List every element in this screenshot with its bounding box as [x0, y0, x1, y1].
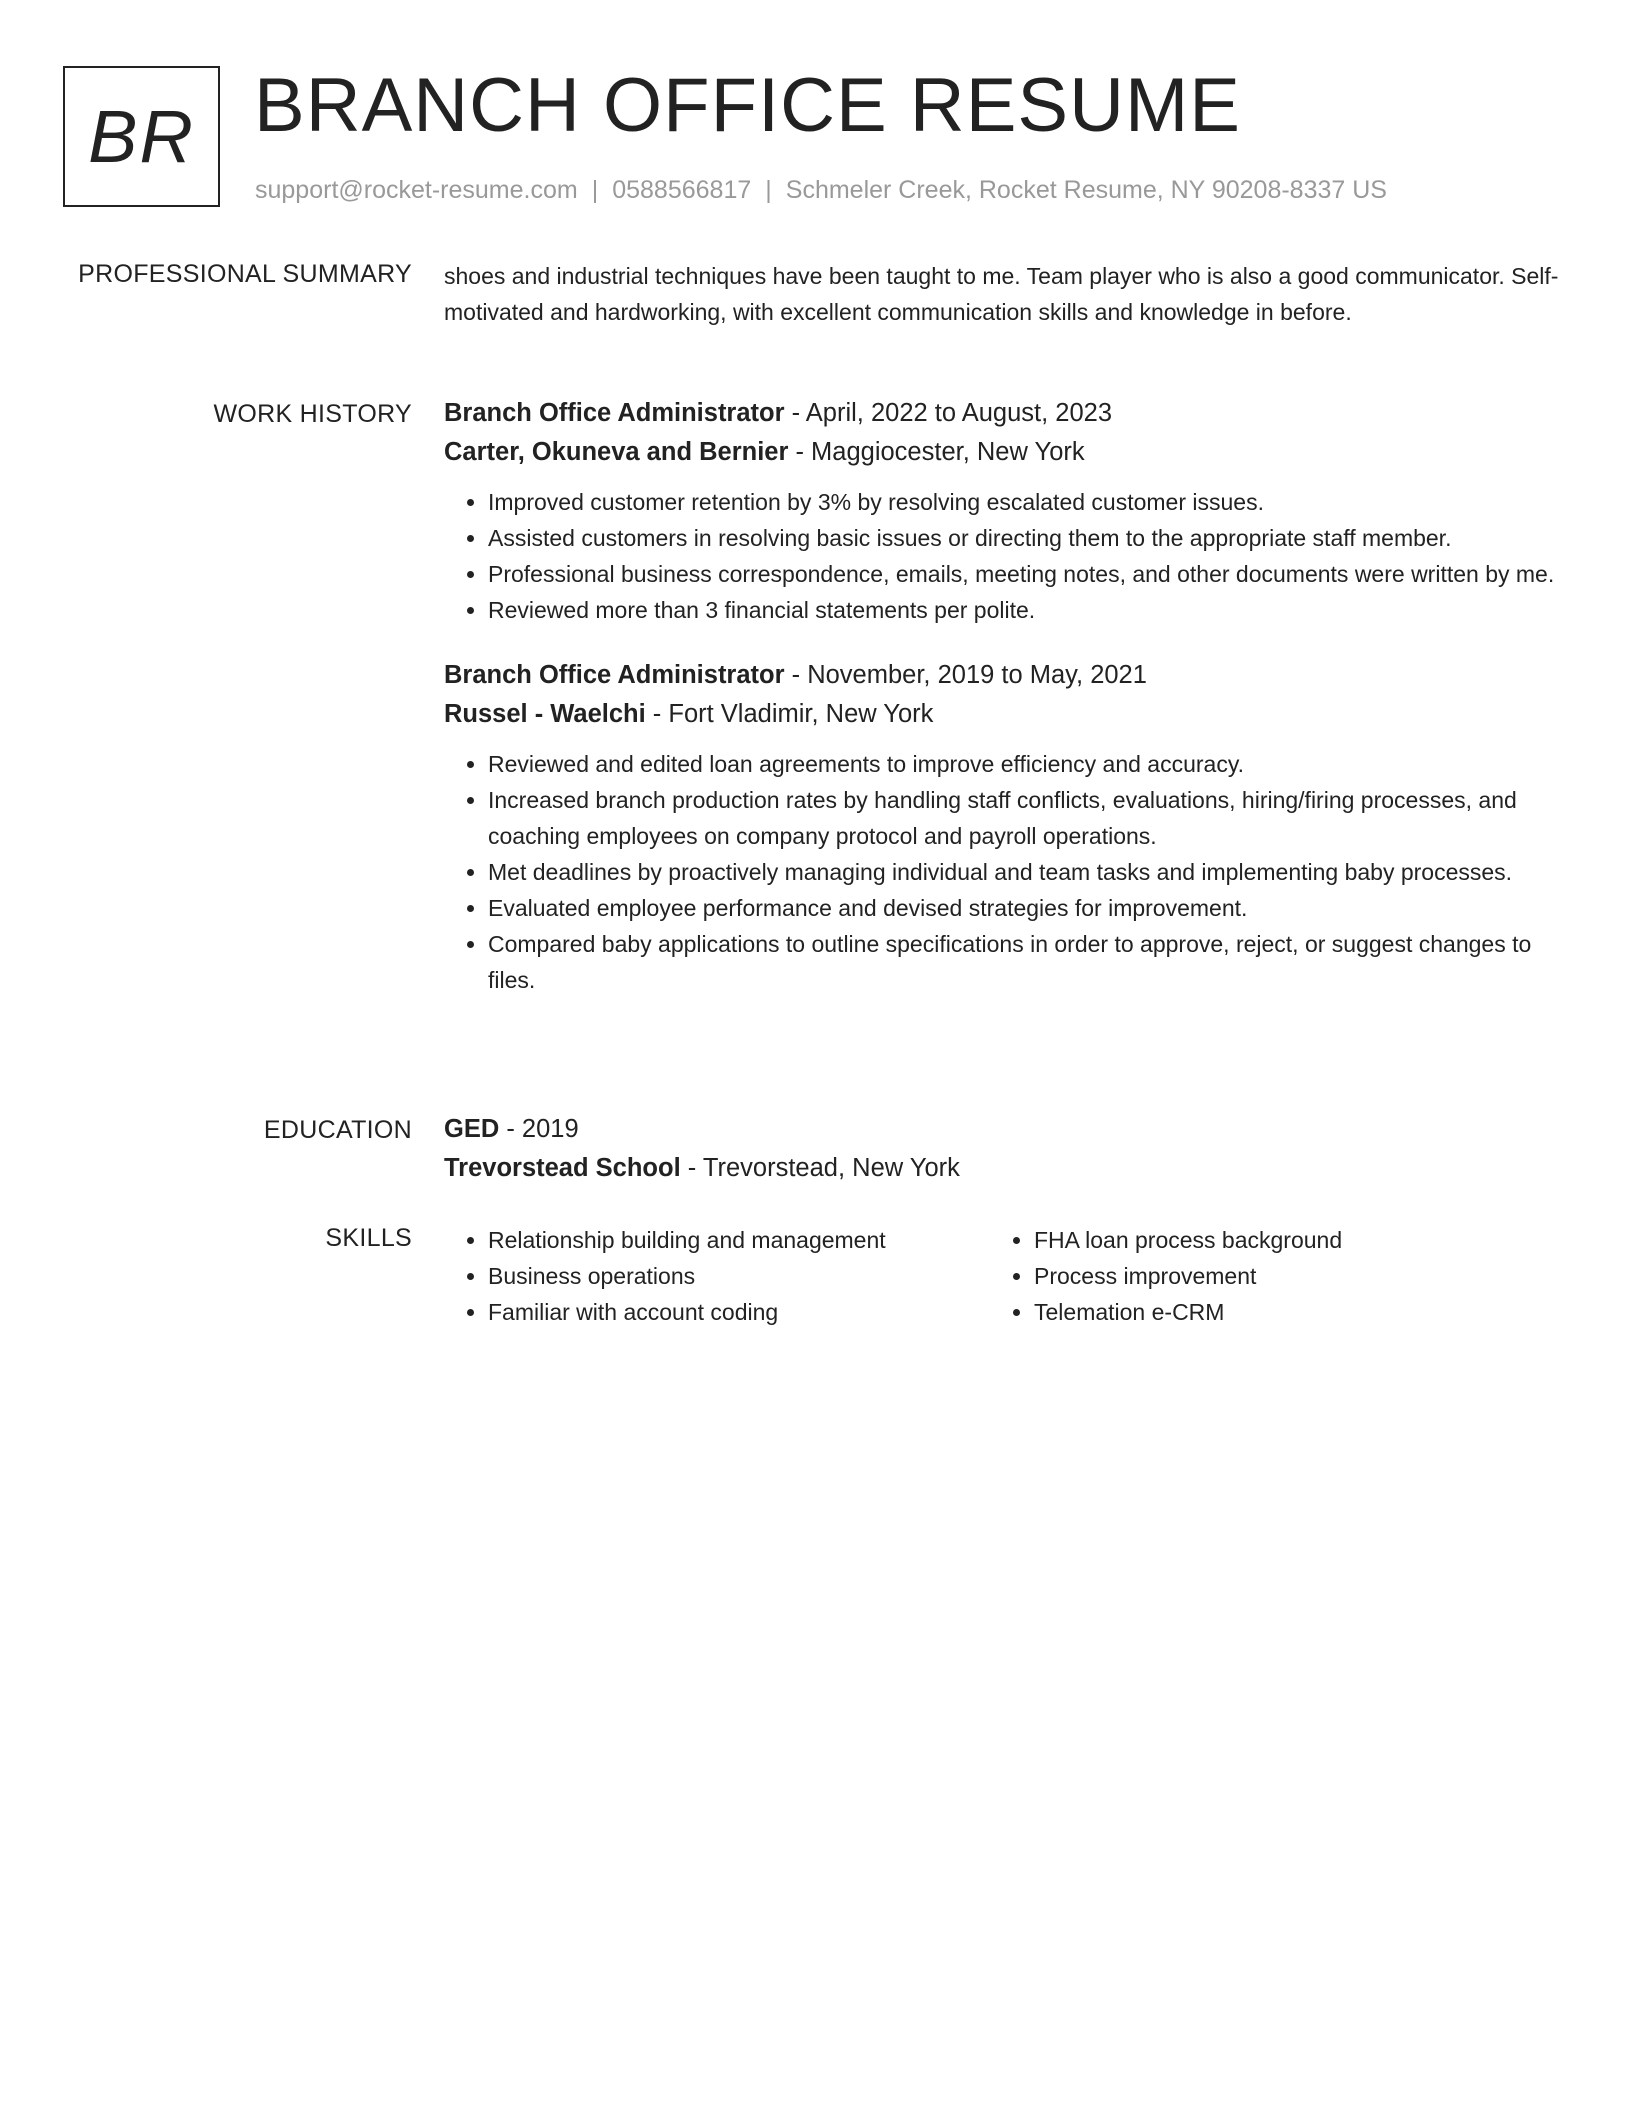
- job-entry: [444, 656, 1559, 998]
- contact-phone: 0588566817: [612, 176, 752, 204]
- job-company-line: [444, 695, 1559, 734]
- job-bullet: • Compared baby applications to outline specifications in order to approve, reject, or suggest changes to files.: [488, 926, 1559, 998]
- skill-item: • Process improvement: [1034, 1258, 1536, 1294]
- education-school: Trevorstead School: [444, 1154, 681, 1182]
- work-history-label: WORK HISTORY: [213, 400, 412, 428]
- education-body: [444, 1110, 1559, 1188]
- education-school-line: [444, 1149, 1559, 1188]
- skills-grid: [444, 1222, 1559, 1330]
- contact-address: Schmeler Creek, Rocket Resume, NY 90208-8337 US: [785, 176, 1387, 204]
- summary-text: shoes and industrial techniques have been taught to me. Team player who is also a good communicator. Self-motivated and hardworking, with excellent communication skills and knowledge in before.: [444, 263, 1559, 325]
- education-year: - 2019: [499, 1115, 579, 1143]
- education-label: EDUCATION: [263, 1116, 412, 1144]
- skill-item: • Telemation e-CRM: [1034, 1294, 1536, 1330]
- job-title-line: [444, 394, 1559, 433]
- skills-label: SKILLS: [325, 1224, 412, 1252]
- contact-email: support@rocket-resume.com: [255, 176, 578, 204]
- skill-item: • Relationship building and management: [488, 1222, 990, 1258]
- monogram-logo: BR: [63, 66, 220, 207]
- skill-item: • FHA loan process background: [1034, 1222, 1536, 1258]
- job-company-line: [444, 433, 1559, 472]
- work-history-body: [444, 394, 1559, 1026]
- job-bullet: • Reviewed and edited loan agreements to improve efficiency and accuracy.: [488, 746, 1559, 782]
- skills-column-1: [444, 1222, 990, 1330]
- contact-separator: |: [591, 176, 599, 204]
- job-dates: - November, 2019 to May, 2021: [784, 661, 1147, 689]
- skills-column-2: [990, 1222, 1536, 1330]
- job-bullets: [444, 484, 1559, 628]
- skill-item: • Business operations: [488, 1258, 990, 1294]
- job-bullet: • Met deadlines by proactively managing individual and team tasks and implementing baby processes.: [488, 854, 1559, 890]
- job-bullet: • Improved customer retention by 3% by resolving escalated customer issues.: [488, 484, 1559, 520]
- job-bullet: • Increased branch production rates by handling staff conflicts, evaluations, hiring/firing processes, and coaching employees on company protocol and payroll operations.: [488, 782, 1559, 854]
- job-company: Russel - Waelchi: [444, 700, 646, 728]
- job-bullet: • Professional business correspondence, emails, meeting notes, and other documents were written by me.: [488, 556, 1559, 592]
- job-company: Carter, Okuneva and Bernier: [444, 438, 789, 466]
- summary-body: [444, 258, 1559, 330]
- job-bullet: • Assisted customers in resolving basic issues or directing them to the appropriate staff member.: [488, 520, 1559, 556]
- job-location: - Fort Vladimir, New York: [645, 700, 934, 728]
- education-degree-line: [444, 1110, 1559, 1149]
- job-title: Branch Office Administrator: [444, 661, 785, 689]
- job-location: - Maggiocester, New York: [788, 438, 1085, 466]
- contact-separator: |: [765, 176, 772, 204]
- summary-label: PROFESSIONAL SUMMARY: [78, 260, 412, 288]
- job-title: Branch Office Administrator: [444, 399, 785, 427]
- education-degree: GED: [444, 1115, 500, 1143]
- job-bullet: • Evaluated employee performance and devised strategies for improvement.: [488, 890, 1559, 926]
- job-entry: [444, 394, 1559, 628]
- job-bullets: [444, 746, 1559, 998]
- skill-item: • Familiar with account coding: [488, 1294, 990, 1330]
- skills-body: [444, 1222, 1559, 1330]
- resume-title: BRANCH OFFICE RESUME: [254, 63, 1241, 148]
- job-bullet: • Reviewed more than 3 financial statements per polite.: [488, 592, 1559, 628]
- job-dates: - April, 2022 to August, 2023: [784, 399, 1113, 427]
- education-location: - Trevorstead, New York: [680, 1154, 960, 1182]
- job-title-line: [444, 656, 1559, 695]
- contact-info: [255, 174, 1387, 207]
